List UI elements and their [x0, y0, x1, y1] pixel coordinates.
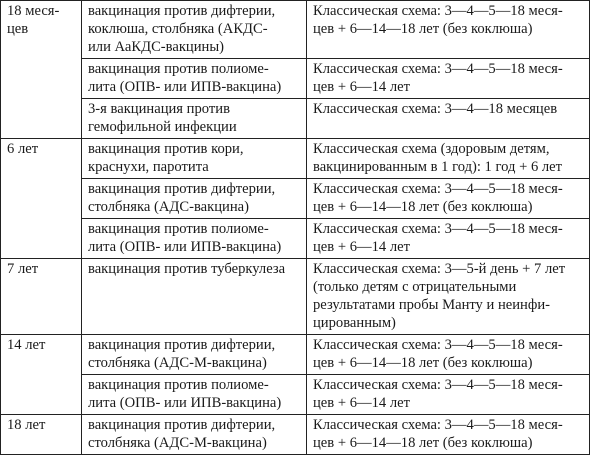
vaccine-cell: вакцинация против полиоме- лита (ОПВ- или ИПВ-вакцина) [82, 219, 307, 259]
vaccine-cell: вакцинация против дифтерии, столбняка (АДС-М-вакцина) [82, 335, 307, 375]
vaccine-cell: вакцинация против дифтерии, столбняка (АДС-М-вакцина) [82, 415, 307, 455]
vaccine-cell: вакцинация против туберкулеза [82, 259, 307, 335]
schedule-cell: Классическая схема: 3—4—5—18 меся- цев + 6—14—18 лет (без коклюша) [307, 1, 590, 59]
table-row [1, 259, 590, 335]
age-cell: 7 лет [1, 259, 82, 335]
schedule-cell: Классическая схема: 3—4—5—18 меся- цев + 6—14—18 лет (без коклюша) [307, 415, 590, 455]
schedule-cell: Классическая схема: 3—4—5—18 меся- цев + 6—14 лет [307, 375, 590, 415]
vaccine-cell: вакцинация против дифтерии, столбняка (АДС-вакцина) [82, 179, 307, 219]
table-row [1, 1, 590, 59]
schedule-cell: Классическая схема: 3—4—18 месяцев [307, 99, 590, 139]
table-row [1, 139, 590, 179]
table-row [1, 59, 590, 99]
table-row [1, 179, 590, 219]
schedule-cell: Классическая схема: 3—5-й день + 7 лет (только детям с отрицательными результатами пробы Манту и неинфи- цированным) [307, 259, 590, 335]
age-cell: 14 лет [1, 335, 82, 415]
age-cell: 18 лет [1, 415, 82, 455]
table-row [1, 375, 590, 415]
schedule-cell: Классическая схема (здоровым детям, вакцинированным в 1 год): 1 год + 6 лет [307, 139, 590, 179]
table-row [1, 99, 590, 139]
schedule-cell: Классическая схема: 3—4—5—18 меся- цев + 6—14 лет [307, 219, 590, 259]
schedule-cell: Классическая схема: 3—4—5—18 меся- цев + 6—14—18 лет (без коклюша) [307, 179, 590, 219]
vaccine-cell: вакцинация против полиоме- лита (ОПВ- или ИПВ-вакцина) [82, 375, 307, 415]
schedule-cell: Классическая схема: 3—4—5—18 меся- цев + 6—14—18 лет (без коклюша) [307, 335, 590, 375]
age-cell: 18 меся- цев [1, 1, 82, 139]
vaccine-cell: вакцинация против полиоме- лита (ОПВ- или ИПВ-вакцина) [82, 59, 307, 99]
table-row [1, 219, 590, 259]
age-cell: 6 лет [1, 139, 82, 259]
table-row [1, 415, 590, 455]
schedule-cell: Классическая схема: 3—4—5—18 меся- цев + 6—14 лет [307, 59, 590, 99]
table-row [1, 335, 590, 375]
vaccine-cell: 3-я вакцинация против гемофильной инфекции [82, 99, 307, 139]
vaccine-cell: вакцинация против кори, краснухи, паротита [82, 139, 307, 179]
vaccine-cell: вакцинация против дифтерии, коклюша, столбняка (АКДС- или АаКДС-вакцины) [82, 1, 307, 59]
